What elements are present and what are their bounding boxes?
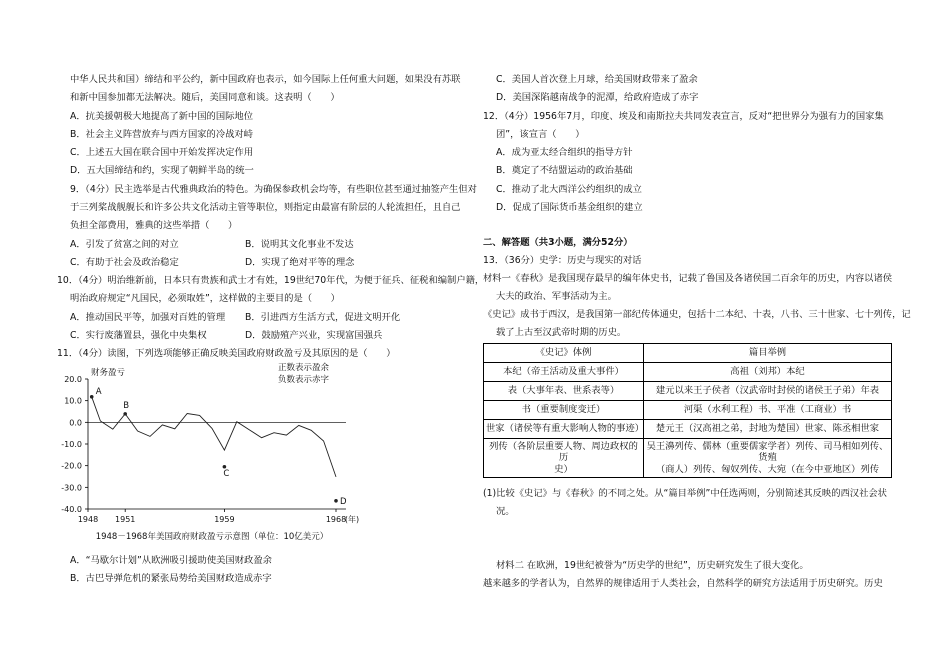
q8-stem-line-1: 中华人民共和国）缔结和平公约，新中国政府也表示，如今国际上任何重大问题，如果没有苏联 — [70, 74, 461, 85]
table-cell — [644, 439, 892, 478]
q10-stem-line-1: 10．（4分）明治维新前，日本只有贵族和武士才有姓，19世纪70年代，为便于征兵、征税和编制户籍， — [57, 275, 485, 286]
q11-option-c[interactable]: C．美国人首次登上月球，给美国财政带来了盈余 — [496, 74, 698, 85]
point-d — [334, 499, 338, 503]
table-cell: 高祖（刘邦）本纪 — [644, 363, 892, 382]
legend-positive: 正数表示盈余 — [278, 363, 330, 373]
q8-stem-line-2: 和新中国参加都无法解决。随后，美国同意和谈。这表明（ ） — [70, 92, 340, 103]
q12-option-a[interactable]: A．成为亚太经合组织的指导方针 — [496, 147, 633, 158]
table-cell-line: （商人）列传、匈奴列传、大宛（在今中亚地区）列传 — [655, 463, 880, 475]
q10-option-c[interactable]: C．实行废藩置县，强化中央集权 — [70, 330, 207, 341]
q9-option-a[interactable]: A．引发了贫富之间的对立 — [70, 239, 179, 250]
material-1-line-1: 材料一《春秋》是我国现存最早的编年体史书，记载了鲁国及各诸侯国二百余年的历史，内容以诸侯 — [483, 273, 893, 284]
table-cell: 表（大事年表、世系表等） — [484, 382, 644, 401]
point-label-b: B — [123, 400, 130, 411]
q10-option-b[interactable]: B．引进西方生活方式，促进文明开化 — [245, 312, 401, 323]
x-tick-label: 1959 — [214, 515, 235, 524]
y-axis-label: 财务盈亏 — [91, 368, 126, 378]
q9-stem-line-1: 9．（4分）民主选举是古代雅典政治的特色。为确保参政机会均等，有些职位甚至通过抽签产生但对 — [70, 184, 477, 195]
table-row — [484, 420, 892, 439]
point-label-c: C — [223, 468, 230, 479]
q13-sub1-line-1: (1)比较《史记》与《春秋》的不同之处。从“篇目举例”中任选两则，分别简述其反映的西汉社会状 — [483, 488, 887, 499]
table-row — [484, 439, 892, 478]
q8-option-c[interactable]: C．上述五大国在联合国中开始发挥决定作用 — [70, 147, 254, 158]
y-tick-label: -30.0 — [61, 483, 82, 493]
q10-stem-line-2: 明治政府规定“凡国民，必须取姓”，这样做的主要目的是（ ） — [70, 293, 340, 304]
point-label-a: A — [95, 386, 102, 397]
table-cell: 楚元王（汉高祖之弟，封地为楚国）世家、陈丞相世家 — [644, 420, 892, 439]
q11-stem: 11．（4分）读图，下列选项能够正确反映美国政府财政盈亏及其原因的是（ ） — [57, 348, 396, 359]
x-tick-label: 1951 — [115, 515, 136, 524]
q12-stem-line-2: 团”，该宣言（ ） — [496, 129, 585, 140]
q8-option-a[interactable]: A．抗美援朝极大地提高了新中国的国际地位 — [70, 111, 254, 122]
point-label-d: D — [340, 496, 347, 507]
point-a — [90, 395, 94, 399]
table-cell-line: 列传（各阶层重要人物、周边政权的历 — [489, 441, 638, 464]
q12-option-b[interactable]: B．奠定了不结盟运动的政治基础 — [496, 165, 633, 176]
x-tick-label: 1968 — [325, 515, 347, 524]
y-tick-label: 10.0 — [64, 396, 82, 406]
table-cell: 本纪（帝王活动及重大事件） — [484, 363, 644, 382]
q13-title: 13．（36分）史学：历史与现实的对话 — [483, 255, 642, 266]
table-header-row — [484, 344, 892, 363]
point-b — [123, 412, 127, 416]
budget-chart — [40, 360, 360, 550]
q12-stem-line-1: 12．（4分）1956年7月，印度、埃及和南斯拉夫共同发表宣言，反对“把世界分为强有力的国家集 — [483, 111, 884, 122]
y-tick-label: 20.0 — [64, 375, 82, 384]
table-row — [484, 401, 892, 420]
y-tick-label: -20.0 — [61, 461, 82, 471]
table-cell: 世家（诸侯等有重大影响人物的事迹） — [484, 420, 644, 439]
q9-stem-line-2: 于三列桨战舰舰长和许多公共文化活动主管等职位，则指定由最富有阶层的人轮流担任，且自己 — [70, 202, 461, 213]
q12-option-c[interactable]: C．推动了北大西洋公约组织的成立 — [496, 184, 642, 195]
y-tick-label: 0.0 — [69, 418, 82, 428]
table-cell-line: 史） — [554, 463, 573, 475]
q12-option-d[interactable]: D．促成了国际货币基金组织的建立 — [496, 202, 643, 213]
x-axis-unit: (年) — [344, 515, 360, 524]
q10-option-a[interactable]: A．推动国民平等，加强对百姓的管理 — [70, 312, 226, 323]
table-cell: 河渠（水利工程）书、平准（工商业）书 — [644, 401, 892, 420]
q9-option-b[interactable]: B．说明其文化事业不发达 — [245, 239, 354, 250]
table-row — [484, 382, 892, 401]
q9-option-c[interactable]: C．有助于社会及政治稳定 — [70, 257, 179, 268]
q11-option-a[interactable]: A．“马歇尔计划”从欧洲吸引援助使美国财政盈余 — [70, 555, 272, 566]
table-header-cell: 《史记》体例 — [484, 344, 644, 363]
material-1-line-2: 大夫的政治、军事活动为主。 — [496, 291, 617, 302]
chart-title: 1948－1968年美国政府财政盈亏示意图（单位：10亿美元） — [95, 532, 329, 542]
shiji-table — [483, 343, 892, 478]
table-cell: 建元以来王子侯者（汉武帝时封侯的诸侯王子弟）年表 — [644, 382, 892, 401]
legend-negative: 负数表示赤字 — [278, 375, 330, 385]
q11-option-d[interactable]: D．美国深陷越南战争的泥潭，给政府造成了赤字 — [496, 92, 699, 103]
table-cell: 书（重要制度变迁） — [484, 401, 644, 420]
x-tick-label: 1948 — [77, 515, 99, 524]
table-row — [484, 363, 892, 382]
table-cell — [484, 439, 644, 478]
q10-option-d[interactable]: D．鼓励殖产兴业，实现富国强兵 — [245, 330, 383, 341]
material-2-line-1: 材料二 在欧洲，19世纪被誉为“历史学的世纪”，历史研究发生了很大变化。 — [496, 560, 809, 571]
material-1-line-4: 载了上古至汉武帝时期的历史。 — [496, 327, 627, 338]
table-header-cell: 篇目举例 — [644, 344, 892, 363]
y-tick-label: -40.0 — [61, 505, 82, 514]
material-2-line-2: 越来越多的学者认为，自然界的规律适用于人类社会，自然科学的研究方法适用于历史研究。历史 — [483, 578, 883, 589]
q9-stem-line-3: 负担全部费用，雅典的这些举措（ ） — [70, 220, 238, 231]
q8-option-b[interactable]: B．社会主义阵营放弃与西方国家的冷战对峙 — [70, 129, 254, 140]
q9-option-d[interactable]: D．实现了绝对平等的理念 — [245, 257, 355, 268]
q11-option-b[interactable]: B．古巴导弹危机的紧张局势给美国财政造成赤字 — [70, 573, 272, 584]
y-tick-label: -10.0 — [61, 440, 82, 449]
section-title: 二、解答题（共3小题，满分52分） — [483, 237, 633, 248]
table-cell-line: 吴王濞列传、儒林（重要儒家学者）列传、司马相如列传、货殖 — [646, 441, 889, 464]
q8-option-d[interactable]: D．五大国缔结和约，实现了朝鲜半岛的统一 — [70, 165, 254, 176]
material-1-line-3: 《史记》成书于西汉，是我国第一部纪传体通史，包括十二本纪、十表，八书、三十世家、七十列传，记 — [483, 309, 911, 320]
q13-sub1-line-2: 况。 — [496, 506, 515, 517]
